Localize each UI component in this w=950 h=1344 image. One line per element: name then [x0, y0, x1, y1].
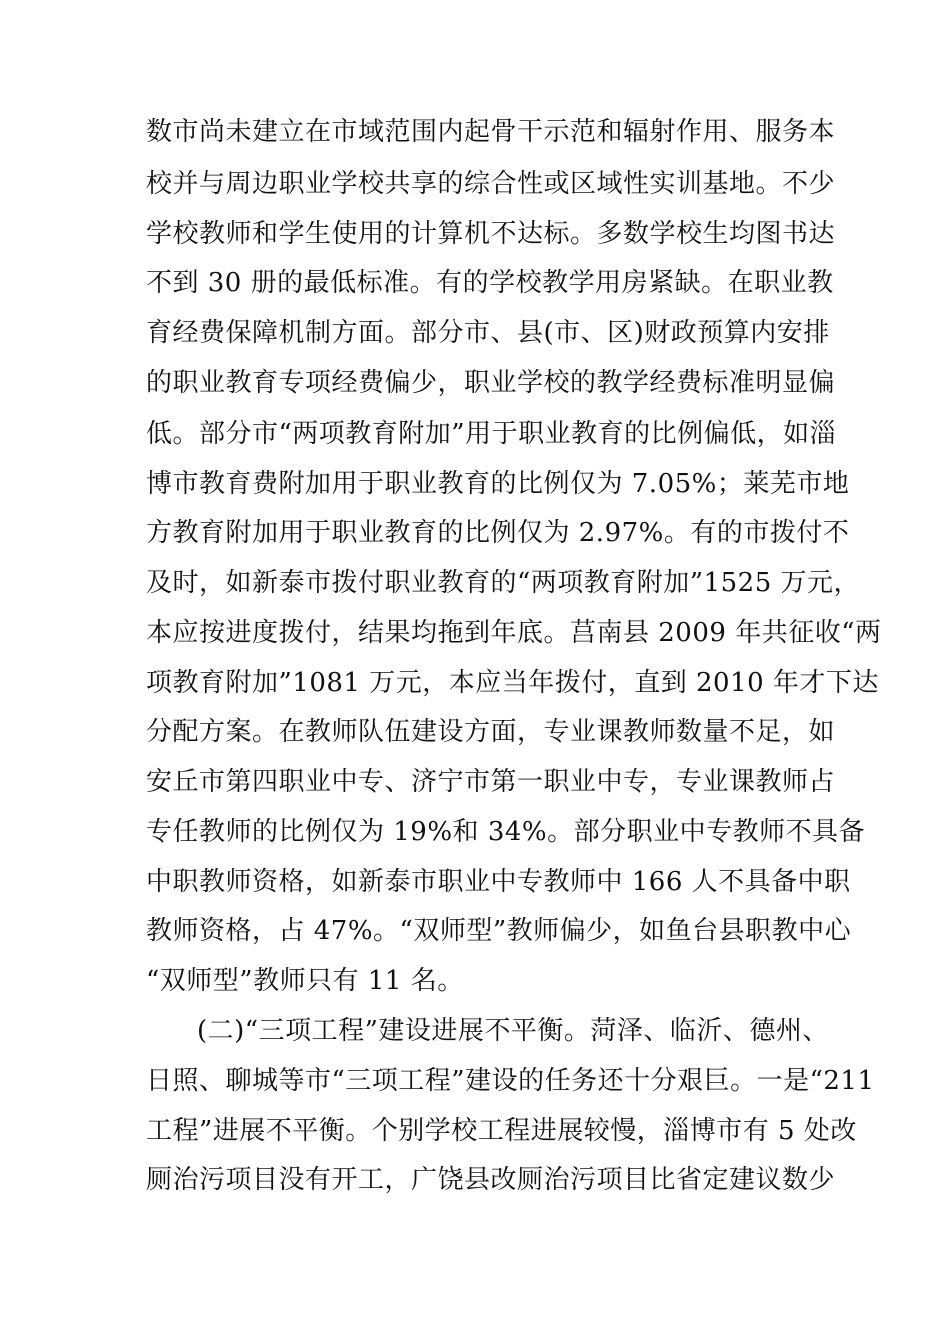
text-line: 不到 30 册的最低标准。有的学校教学用房紧缺。在职业教	[146, 268, 834, 298]
text-line: 专任教师的比例仅为 19%和 34%。部分职业中专教师不具备	[146, 817, 866, 847]
text-line: 项教育附加”1081 万元，本应当年拨付，直到 2010 年才下达	[146, 668, 879, 698]
text-line: 博市教育费附加用于职业教育的比例仅为 7.05%；莱芜市地	[146, 469, 850, 499]
text-line: “双师型”教师只有 11 名。	[146, 966, 464, 996]
text-line: 数市尚未建立在市域范围内起骨干示范和辐射作用、服务本	[146, 117, 836, 147]
text-line: 教师资格，占 47%。“双师型”教师偏少，如鱼台县职教中心	[146, 916, 852, 946]
text-line: 的职业教育专项经费偏少，职业学校的教学经费标准明显偏	[146, 368, 836, 398]
text-line: 中职教师资格，如新泰市职业中专教师中 166 人不具备中职	[146, 867, 851, 897]
text-line: 方教育附加用于职业教育的比例仅为 2.97%。有的市拨付不	[146, 518, 850, 548]
text-line: 工程”进展不平衡。个别学校工程进展较慢，淄博市有 5 处改	[146, 1116, 857, 1146]
text-line: (二)“三项工程”建设进展不平衡。菏泽、临沂、德州、	[197, 1016, 829, 1046]
text-line: 日照、聊城等市“三项工程”建设的任务还十分艰巨。一是“211	[146, 1066, 875, 1096]
text-line: 及时，如新泰市拨付职业教育的“两项教育附加”1525 万元，	[146, 568, 861, 598]
text-line: 分配方案。在教师队伍建设方面，专业课教师数量不足，如	[146, 717, 836, 747]
text-line: 低。部分市“两项教育附加”用于职业教育的比例偏低，如淄	[146, 419, 837, 449]
text-line: 本应按进度拨付，结果均拖到年底。莒南县 2009 年共征收“两	[146, 618, 882, 648]
text-line: 安丘市第四职业中专、济宁市第一职业中专，专业课教师占	[146, 767, 836, 797]
text-line: 育经费保障机制方面。部分市、县(市、区)财政预算内安排	[146, 318, 830, 348]
text-line: 学校教师和学生使用的计算机不达标。多数学校生均图书达	[146, 219, 836, 249]
text-line: 校并与周边职业学校共享的综合性或区域性实训基地。不少	[146, 169, 836, 199]
text-line: 厕治污项目没有开工，广饶县改厕治污项目比省定建议数少	[146, 1165, 836, 1195]
